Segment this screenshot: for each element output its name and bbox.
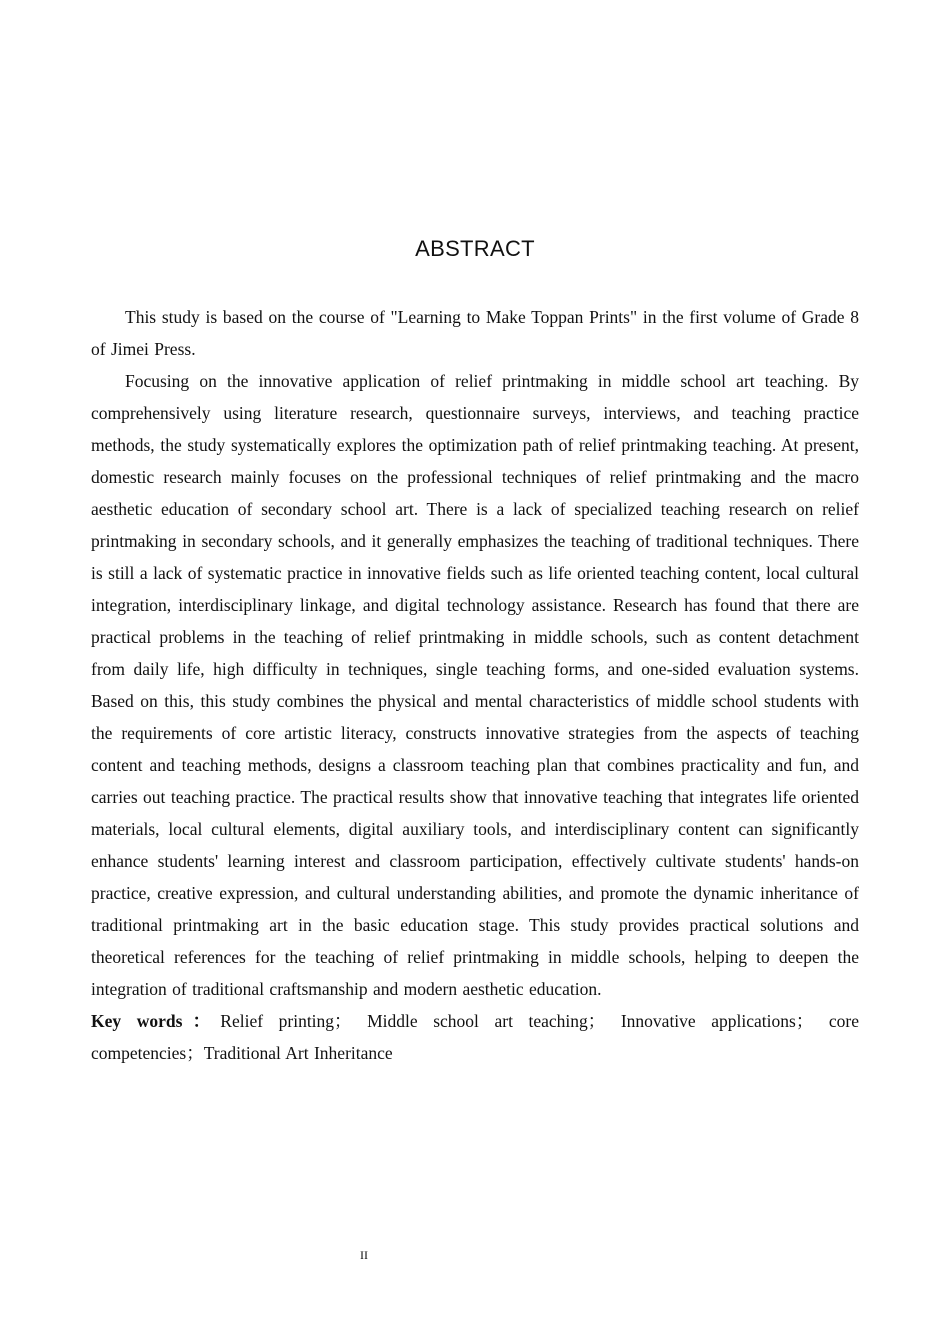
page-number: II <box>360 1248 368 1262</box>
abstract-paragraph-2: Focusing on the innovative application of relief printmaking in middle school art teaching. By comprehensively using literature research, questionnaire surveys, interviews, and teaching practice methods, the study systematically explores the optimization path of relief printmaking teaching. At present, domestic research mainly focuses on the professional techniques of relief printmaking and the macro aesthetic education of secondary school art. There is a lack of specialized teaching research on relief printmaking in secondary schools, and it generally emphasizes the teaching of traditional techniques. There is still a lack of systematic practice in innovative fields such as life oriented teaching content, local cultural integration, interdisciplinary linkage, and digital technology assistance. Research has found that there are practical problems in the teaching of relief printmaking in middle schools, such as content detachment from daily life, high difficulty in techniques, single teaching forms, and one-sided evaluation systems. Based on this, this study combines the physical and mental characteristics of middle school students with the requirements of core artistic literacy, constructs innovative strategies from the aspects of teaching content and teaching methods, designs a classroom teaching plan that combines practicality and fun, and carries out teaching practice. The practical results show that innovative teaching that integrates life oriented materials, local cultural elements, digital auxiliary tools, and interdisciplinary content can significantly enhance students' learning interest and classroom participation, effectively cultivate students' hands-on practice, creative expression, and cultural understanding abilities, and promote the dynamic inheritance of traditional printmaking art in the basic education stage. This study provides practical solutions and theoretical references for the teaching of relief printmaking in middle schools, helping to deepen the integration of traditional craftsmanship and modern aesthetic education. <box>91 371 859 999</box>
keywords-text: Relief printing； Middle school art teaching； Innovative applications； core competencies；Traditional Art Inheritance <box>91 1011 859 1063</box>
abstract-title: ABSTRACT <box>415 236 535 261</box>
keywords-label: Key words： <box>91 1011 221 1031</box>
abstract-body <box>91 301 859 1069</box>
keywords-line <box>91 1005 859 1069</box>
abstract-paragraph-1: This study is based on the course of "Learning to Make Toppan Prints" in the first volume of Grade 8 of Jimei Press. <box>91 307 859 359</box>
